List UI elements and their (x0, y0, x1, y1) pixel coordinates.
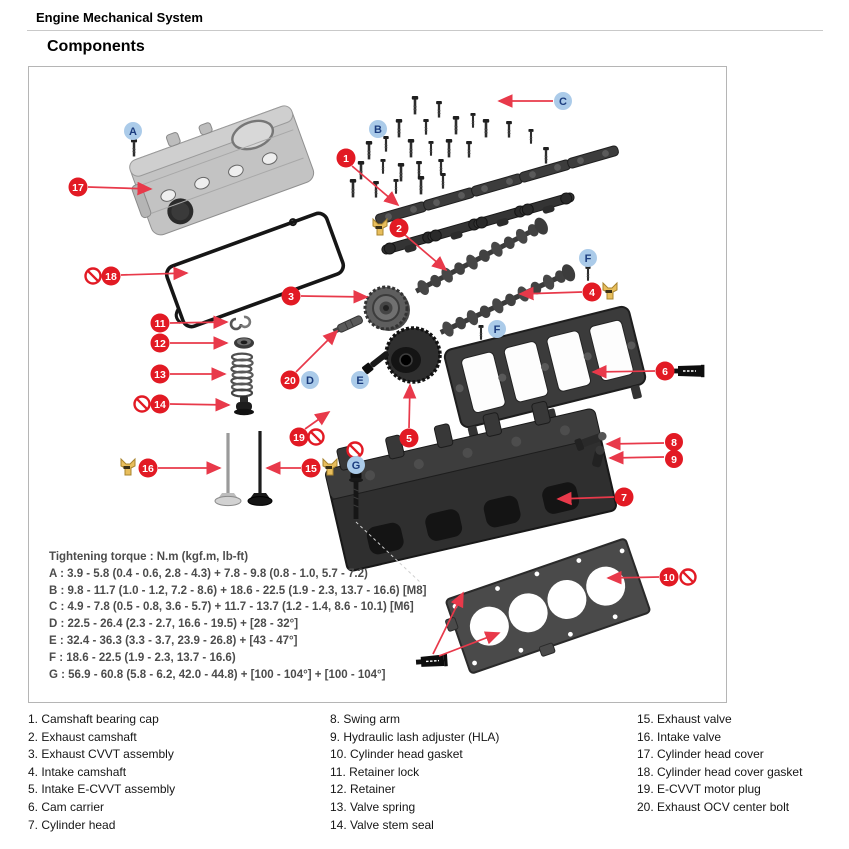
callout-20 (281, 371, 300, 390)
svg-text:12: 12 (154, 337, 166, 350)
header-divider (27, 30, 823, 31)
letter-callout-f2 (488, 320, 506, 338)
svg-text:4: 4 (589, 286, 595, 299)
torque-title: Tightening torque : N.m (kgf.m, lb-ft) (49, 551, 249, 563)
svg-text:19: 19 (293, 431, 305, 444)
torque-line: F : 18.6 - 22.5 (1.9 - 2.3, 13.7 - 16.6) (49, 651, 236, 664)
callout-9 (665, 450, 683, 468)
torque-line: B : 9.8 - 11.7 (1.0 - 1.2, 7.2 - 8.6) + 18.6 - 22.5 (1.9 - 2.3, 13.7 - 16.6) [M8] (49, 584, 427, 597)
callout-3 (282, 287, 301, 306)
legend-item: 8. Swing arm (330, 712, 401, 726)
legend-item: 16. Intake valve (637, 729, 722, 744)
svg-text:6: 6 (662, 365, 668, 378)
do-not-reuse-icon (309, 430, 324, 445)
legend-item: 9. Hydraulic lash adjuster (HLA) (330, 729, 500, 744)
svg-text:13: 13 (154, 368, 166, 381)
letter-callout-a (124, 122, 142, 140)
svg-text:16: 16 (142, 462, 154, 475)
cover-bolt-a-icon (131, 139, 137, 156)
valve-tool-icon (121, 459, 135, 475)
legend-item: 20. Exhaust OCV center bolt (637, 799, 790, 814)
parts-legend-column-3 (637, 711, 802, 817)
svg-text:8: 8 (671, 436, 677, 449)
callout-10 (660, 568, 679, 587)
legend-item: 13. Valve spring (330, 799, 416, 814)
callout-7 (615, 488, 634, 507)
valve-spring (231, 354, 252, 397)
letter-callout-g (347, 456, 365, 474)
legend-item: 1. Camshaft bearing cap (28, 712, 159, 726)
svg-text:F: F (493, 324, 501, 336)
svg-text:1: 1 (343, 152, 349, 165)
svg-text:A: A (129, 126, 137, 138)
svg-text:15: 15 (305, 462, 317, 475)
svg-text:G: G (351, 460, 361, 472)
components-diagram (28, 66, 727, 703)
svg-text:E: E (356, 375, 364, 387)
callout-11 (151, 314, 170, 333)
sealant-tube-icon (673, 365, 704, 377)
callout-16 (139, 459, 158, 478)
callout-17 (69, 178, 88, 197)
svg-text:D: D (306, 375, 314, 387)
breadcrumb: Engine Mechanical System (36, 10, 203, 25)
intake-ecvvt-assembly (386, 328, 440, 382)
exhaust-cvvt-assembly (365, 287, 410, 331)
callout-14 (151, 395, 170, 414)
do-not-reuse-icon (348, 443, 363, 458)
svg-text:9: 9 (671, 453, 677, 466)
legend-item: 12. Retainer (330, 782, 396, 797)
camshaft-bearing-caps (375, 145, 620, 259)
valve-stem-seal (234, 396, 254, 415)
intake-valve (215, 433, 241, 506)
torque-line: C : 4.9 - 7.8 (0.5 - 0.8, 3.6 - 5.7) + 11.7 - 13.7 (1.2 - 1.4, 8.6 - 10.1) [M6] (49, 601, 414, 614)
svg-text:18: 18 (105, 270, 117, 283)
do-not-reuse-icon (681, 570, 696, 585)
legend-item: 17. Cylinder head cover (637, 747, 764, 762)
callout-8 (665, 433, 683, 451)
legend-item: 5. Intake E-CVVT assembly (28, 782, 176, 797)
svg-text:F: F (584, 253, 592, 265)
legend-item: 15. Exhaust valve (637, 712, 732, 726)
svg-text:11: 11 (154, 317, 166, 330)
svg-text:C: C (559, 96, 567, 108)
svg-text:7: 7 (621, 491, 627, 504)
cylinder-head-gasket (439, 538, 653, 683)
svg-text:10: 10 (663, 571, 675, 584)
legend-item: 3. Exhaust CVVT assembly (28, 747, 174, 762)
callout-4 (583, 283, 602, 302)
do-not-reuse-icon (135, 397, 150, 412)
legend-item: 11. Retainer lock (330, 764, 420, 779)
callout-19 (290, 428, 309, 447)
legend-item: 10. Cylinder head gasket (330, 747, 463, 762)
callout-6 (656, 362, 675, 381)
letter-callout-f1 (579, 249, 597, 267)
valve-tool-icon (603, 283, 617, 299)
retainer (234, 337, 254, 348)
legend-item: 2. Exhaust camshaft (28, 729, 137, 744)
svg-text:17: 17 (72, 181, 84, 194)
torque-line: D : 22.5 - 26.4 (2.3 - 2.7, 16.6 - 19.5) + [28 - 32°] (49, 618, 299, 631)
cylinder-head-cover (119, 92, 317, 239)
callout-18 (102, 267, 121, 286)
retainer-lock (231, 317, 250, 329)
torque-line: G : 56.9 - 60.8 (5.8 - 6.2, 42.0 - 44.8) + [100 - 104°] + [100 - 104°] (49, 668, 386, 681)
callout-5 (400, 429, 419, 448)
letter-callout-b (369, 120, 387, 138)
legend-item: 7. Cylinder head (28, 817, 116, 832)
parts-legend-column-1 (28, 711, 175, 834)
torque-line: E : 32.4 - 36.3 (3.3 - 3.7, 23.9 - 26.8) + [43 - 47°] (49, 634, 298, 647)
do-not-reuse-icon (86, 269, 101, 284)
legend-item: 18. Cylinder head cover gasket (637, 764, 803, 779)
legend-item: 4. Intake camshaft (28, 764, 127, 779)
torque-spec-block (49, 549, 426, 683)
letter-callout-c (554, 92, 572, 110)
legend-item: 6. Cam carrier (28, 799, 105, 814)
letter-callout-e (351, 371, 369, 389)
carrier-bolt-f1-icon (585, 266, 590, 281)
svg-text:5: 5 (406, 432, 412, 445)
callout-13 (151, 365, 170, 384)
torque-line: A : 3.9 - 5.8 (0.4 - 0.6, 2.8 - 4.3) + 7.8 - 9.8 (0.8 - 1.0, 5.7 - 7.2) (49, 567, 368, 580)
legend-item: 14. Valve stem seal (330, 817, 434, 832)
svg-text:20: 20 (284, 374, 296, 387)
legend-item: 19. E-CVVT motor plug (637, 782, 761, 797)
parts-legend-column-2 (330, 711, 499, 834)
page-title: Components (47, 38, 145, 55)
callout-12 (151, 334, 170, 353)
callout-1 (337, 149, 356, 168)
svg-text:3: 3 (288, 290, 294, 303)
callout-2 (390, 219, 409, 238)
svg-text:B: B (374, 124, 382, 136)
svg-text:14: 14 (154, 398, 166, 411)
svg-text:2: 2 (396, 222, 402, 235)
callout-15 (302, 459, 321, 478)
letter-callout-d (301, 371, 319, 389)
carrier-bolt-f2-icon (478, 325, 483, 340)
